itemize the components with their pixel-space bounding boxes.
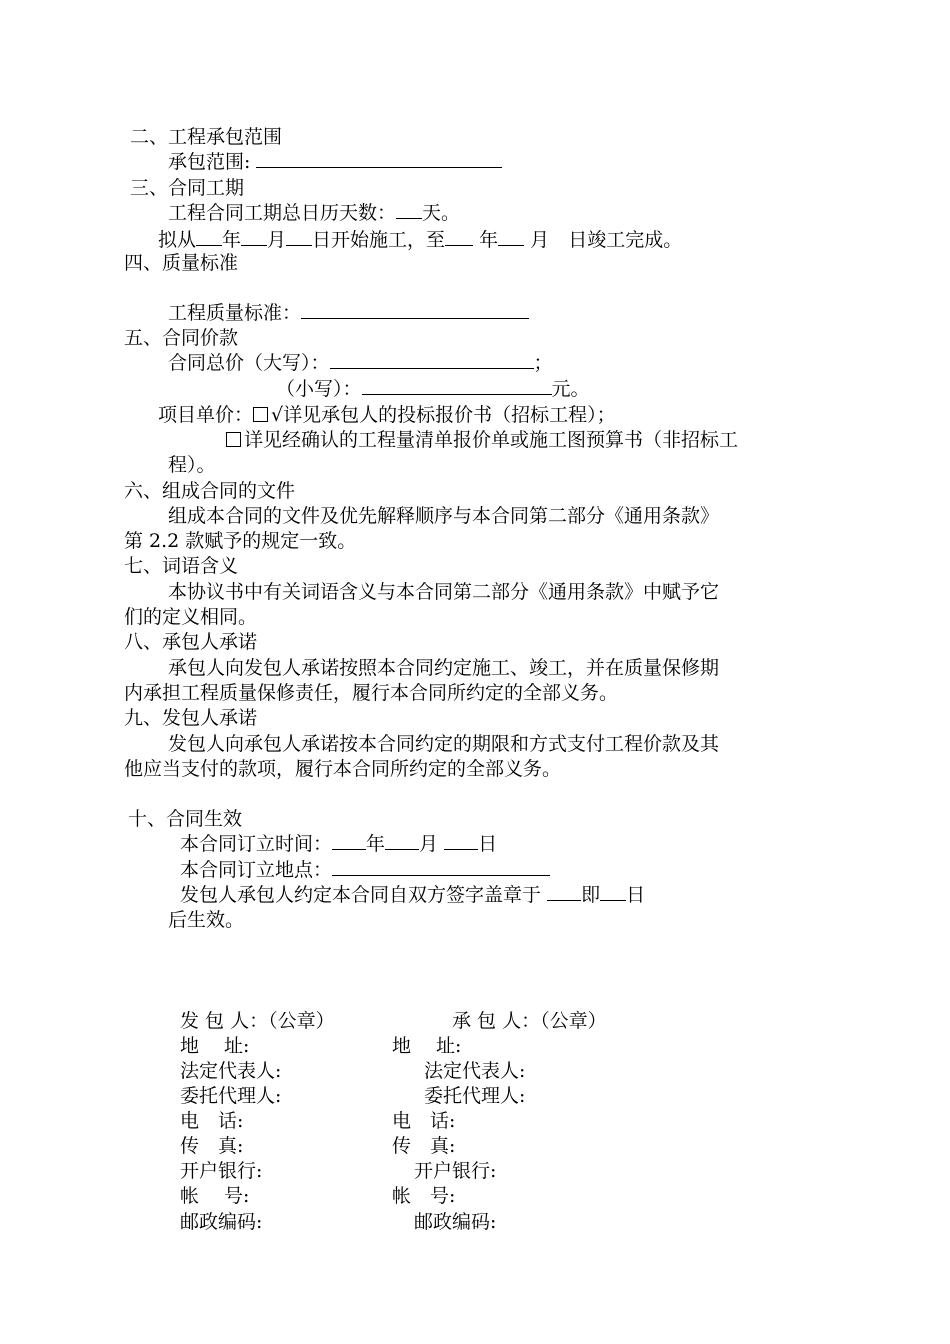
contractor-fax: 传 真:: [392, 1135, 456, 1157]
contractor-postcode: 邮政编码:: [414, 1211, 497, 1233]
sign-month-label: 月: [419, 833, 439, 855]
sign-day-label: 日: [478, 833, 498, 855]
sign-month-blank[interactable]: [385, 831, 419, 850]
section-8-body-1: 承包人向发包人承诺按照本合同约定施工、竣工，并在质量保修期: [168, 657, 720, 679]
scope-blank[interactable]: [256, 149, 502, 168]
contractor-address: 地 址:: [392, 1035, 462, 1057]
scope-line: [168, 149, 502, 175]
quality-blank[interactable]: [301, 300, 529, 319]
start-day-blank[interactable]: [286, 227, 312, 246]
section-6-body-2: 第 2.2 款赋予的规定一致。: [124, 530, 357, 552]
effect-blank-2[interactable]: [600, 882, 626, 901]
start-year-label: 年: [222, 229, 242, 251]
employer-account: 帐 号:: [180, 1185, 250, 1207]
sign-year-label: 年: [366, 833, 386, 855]
section-6-body-1: 组成本合同的文件及优先解释顺序与本合同第二部分《通用条款》: [168, 505, 720, 527]
total-upper-semicolon: ；: [533, 352, 553, 374]
contractor-agent: 委托代理人:: [424, 1085, 526, 1107]
quality-label: 工程质量标准：: [168, 302, 302, 324]
start-month-label: 月: [267, 229, 287, 251]
unit-price-option-2-line: [226, 427, 738, 453]
start-month-blank[interactable]: [241, 227, 267, 246]
section-5-heading: 五、合同价款: [124, 327, 239, 349]
section-7-body-2: 们的定义相同。: [124, 606, 258, 628]
contractor-phone: 电 话:: [392, 1110, 456, 1132]
employer-address: 地 址:: [180, 1035, 250, 1057]
employer-legal-rep: 法定代表人:: [180, 1060, 282, 1082]
scope-label: 承包范围:: [168, 151, 251, 173]
effect-day: 日: [626, 884, 646, 906]
effect-line: [180, 882, 645, 908]
section-7-heading: 七、词语含义: [124, 555, 239, 577]
total-upper-line: [168, 350, 553, 376]
section-9-body-2: 他应当支付的款项，履行本合同所约定的全部义务。: [124, 758, 562, 780]
start-day-label: 日开始施工，至: [312, 229, 446, 251]
contractor-legal-rep: 法定代表人:: [424, 1060, 526, 1082]
yuan-unit: 元。: [551, 378, 590, 400]
total-days-label: 工程合同工期总日历天数：: [168, 202, 397, 224]
employer-phone: 电 话:: [180, 1110, 244, 1132]
total-upper-blank[interactable]: [330, 350, 534, 369]
section-9-body-1: 发包人向承包人承诺按本合同约定的期限和方式支付工程价款及其: [168, 733, 720, 755]
sign-time-line: [180, 831, 497, 857]
quality-line: [168, 300, 529, 326]
start-year-blank[interactable]: [196, 227, 222, 246]
section-8-body-2: 内承担工程质量保修责任，履行本合同所约定的全部义务。: [124, 682, 619, 704]
end-year-label: 年: [479, 229, 499, 251]
total-upper-label: 合同总价（大写）：: [168, 352, 330, 374]
unit-price-option-1: √详见承包人的投标报价书（招标工程）；: [271, 404, 616, 426]
employer-postcode: 邮政编码:: [180, 1211, 263, 1233]
contractor-bank: 开户银行:: [414, 1160, 497, 1182]
section-9-heading: 九、发包人承诺: [124, 707, 258, 729]
sign-place-blank[interactable]: [332, 857, 550, 876]
section-3-heading: 三、合同工期: [130, 177, 245, 199]
sign-time-label: 本合同订立时间：: [180, 833, 333, 855]
section-10-heading: 十、合同生效: [128, 808, 243, 830]
total-lower-label: （小写）：: [276, 378, 362, 400]
end-day-label: 日竣工完成。: [568, 229, 683, 251]
end-month-blank[interactable]: [498, 227, 524, 246]
unit-price-option-2: 详见经确认的工程量清单报价单或施工图预算书（非招标工: [244, 429, 739, 451]
contractor-account: 帐 号:: [392, 1185, 456, 1207]
section-8-heading: 八、承包人承诺: [124, 631, 258, 653]
checkbox-icon[interactable]: [253, 407, 268, 422]
sign-year-blank[interactable]: [332, 831, 366, 850]
end-month-label: 月: [530, 229, 550, 251]
effect-ji: 即: [581, 884, 601, 906]
effect-blank-1[interactable]: [547, 882, 581, 901]
unit-price-label: 项目单价：: [158, 404, 254, 426]
days-unit: 天。: [422, 202, 461, 224]
employer-party: 发 包 人：（公章）: [180, 1010, 335, 1032]
total-lower-blank[interactable]: [362, 376, 552, 395]
sign-day-blank[interactable]: [444, 831, 478, 850]
total-days-line: [168, 200, 460, 226]
employer-fax: 传 真:: [180, 1135, 244, 1157]
section-6-heading: 六、组成合同的文件: [124, 480, 296, 502]
effect-text: 发包人承包人约定本合同自双方签字盖章于: [180, 884, 542, 906]
sign-place-line: [180, 857, 550, 883]
total-lower-line: [276, 376, 590, 402]
section-2-heading: 二、工程承包范围: [130, 126, 283, 148]
checkbox-icon[interactable]: [226, 432, 241, 447]
sign-place-label: 本合同订立地点：: [180, 859, 333, 881]
employer-agent: 委托代理人:: [180, 1085, 282, 1107]
employer-bank: 开户银行:: [180, 1160, 263, 1182]
contractor-party: 承 包 人：（公章）: [452, 1010, 607, 1032]
effect-cont: 后生效。: [168, 909, 245, 931]
section-4-heading: 四、质量标准: [124, 252, 239, 274]
schedule-from: 拟从: [158, 229, 197, 251]
total-days-blank[interactable]: [396, 200, 422, 219]
unit-price-line: [158, 402, 616, 428]
section-7-body-1: 本协议书中有关词语含义与本合同第二部分《通用条款》中赋予它: [168, 581, 720, 603]
end-year-blank[interactable]: [445, 227, 473, 246]
unit-price-option-2-cont: 程）。: [168, 454, 216, 476]
